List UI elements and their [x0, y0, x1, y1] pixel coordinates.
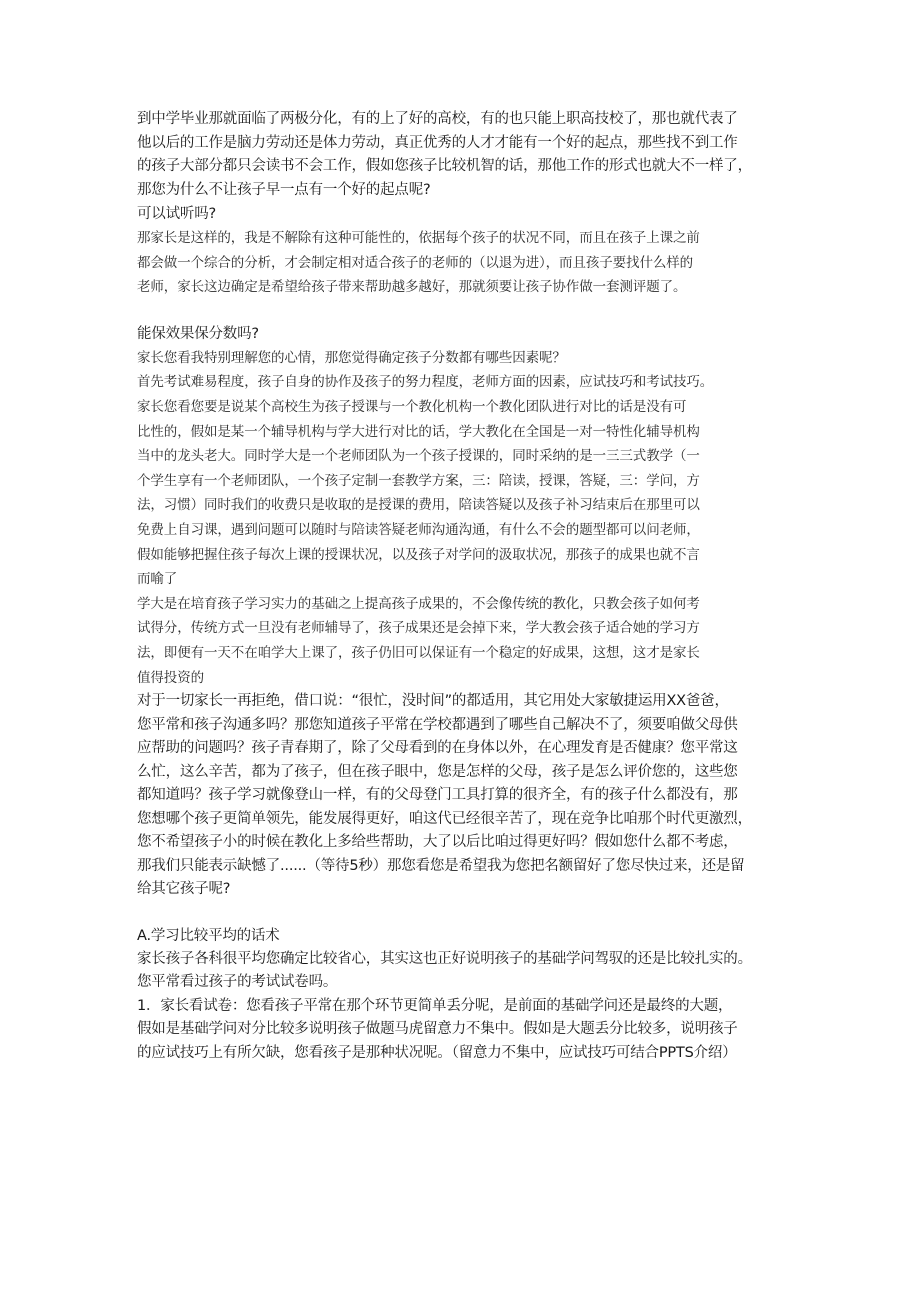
text-line: 您想哪个孩子更简单领先，能发展得更好，咱这代已经很辛苦了，现在竞争比咱那个时代更激烈， [137, 810, 752, 827]
text-line: 而喻了 [137, 571, 178, 588]
text-line: 假如是基础学问对分比较多说明孩子做题马虎留意力不集中。假如是大题丢分比较多，说明孩子 [137, 1021, 738, 1038]
text-line: 值得投资的 [137, 669, 204, 686]
text-line: 假如能够把握住孩子每次上课的授课状况，以及孩子对学问的汲取状况，那孩子的成果也就不言 [137, 546, 700, 563]
text-line: 您不希望孩子小的时候在教化上多给些帮助，大了以后比咱过得更好吗？假如您什么都不考虑， [137, 834, 738, 851]
text-line: 个学生享有一个老师团队，一个孩子定制一套教学方案，三：陪读，授课，答疑，三：学问，方 [137, 472, 700, 489]
section-a-heading: A.学习比较平均的话术 [137, 927, 280, 944]
text-line: 法，即便有一天不在咱学大上课了，孩子仍旧可以保证有一个稳定的好成果，这想，这才是家长 [137, 644, 700, 661]
text-line: 么忙，这么辛苦，都为了孩子，但在孩子眼中，您是怎样的父母，孩子是怎么评价您的，这些您 [137, 763, 738, 780]
text-line: 家长孩子各科很平均您确定比较省心，其实这也正好说明孩子的基础学问驾驭的还是比较扎实的。 [137, 950, 752, 967]
text-line: 1．家长看试卷：您看孩子平常在那个环节更简单丢分呢，是前面的基础学问还是最终的大题， [137, 997, 733, 1014]
text-line: 的孩子大部分都只会读书不会工作，假如您孩子比较机智的话，那他工作的形式也就大不一样了， [137, 158, 752, 174]
question-trial-class: 可以试听吗? [137, 206, 216, 222]
text-line: 那家长是这样的，我是不解除有这种可能性的，依据每个孩子的状况不同，而且在孩子上课之前 [137, 230, 700, 246]
question-guarantee-score: 能保效果保分数吗? [137, 325, 259, 342]
answer-trial-class [137, 226, 787, 300]
text-line: 对于一切家长一再拒绝，借口说：“很忙，没时间”的都适用，其它用处大家敏捷运用XX爸爸， [137, 693, 729, 710]
text-line: 学大是在培育孩子学习实力的基础之上提高孩子成果的，不会像传统的教化，只教会孩子如何考 [137, 595, 700, 612]
document-page [137, 108, 787, 1065]
text-line: 法，习惯）同时我们的收费只是收取的是授课的费用，陪读答疑以及孩子补习结束后在那里可以 [137, 497, 700, 514]
section-a-item-1 [137, 995, 787, 1066]
text-line: 首先考试难易程度，孩子自身的协作及孩子的努力程度，老师方面的因素，应试技巧和考试技巧。 [137, 374, 714, 391]
text-line: 那我们只能表示缺憾了......（等待5秒）那您看您是希望我为您把名额留好了您尽快过来，还是留 [137, 857, 745, 874]
text-line: 免费上自习课，遇到问题可以随时与陪读答疑老师沟通沟通，有什么不会的题型都可以问老师， [137, 521, 700, 538]
text-line: 那您为什么不让孩子早一点有一个好的起点呢? [137, 181, 431, 198]
text-line: 家长您看您要是说某个高校生为孩子授课与一个教化机构一个教化团队进行对比的话是没有可 [137, 398, 687, 415]
text-line: 应帮助的问题吗？孩子青春期了，除了父母看到的在身体以外，在心理发育是否健康？您平常这 [137, 740, 738, 757]
text-line: 当中的龙头老大。同时学大是一个老师团队为一个孩子授课的，同时采纳的是一三三式教学（一 [137, 448, 700, 465]
text-line: 家长您看我特别理解您的心情，那您觉得确定孩子分数都有哪些因素呢？ [137, 349, 566, 366]
text-line: 您平常看过孩子的考试试卷吗。 [137, 974, 338, 991]
intro-paragraph [137, 108, 787, 202]
text-line: 他以后的工作是脑力劳动还是体力劳动，真正优秀的人才才能有一个好的起点，那些找不到工作 [137, 134, 738, 151]
text-line: 到中学毕业那就面临了两极分化，有的上了好的高校，有的也只能上职高技校了，那也就代表了 [137, 111, 738, 127]
text-line: 老师，家长这边确定是希望给孩子带来帮助越多越好，那就须要让孩子协作做一套测评题了。 [137, 279, 687, 296]
text-line: 的应试技巧上有所欠缺，您看孩子是那种状况呢。（留意力不集中，应试技巧可结合PPTS介绍） [137, 1044, 737, 1061]
text-line: 都会做一个综合的分析，才会制定相对适合孩子的老师的（以退为进），而且孩子要找什么样的 [137, 254, 694, 271]
text-line: 都知道吗？孩子学习就像登山一样，有的父母登门工具打算的很齐全，有的孩子什么都没有，那 [137, 787, 738, 804]
text-line: 试得分，传统方式一旦没有老师辅导了，孩子成果还是会掉下来，学大教会孩子适合她的学习方 [137, 620, 700, 637]
text-line: 您平常和孩子沟通多吗？那您知道孩子平常在学校都遇到了哪些自己解决不了，须要咱做父母供 [137, 716, 738, 733]
busy-parent-script [137, 690, 787, 902]
text-line: 给其它孩子呢? [137, 881, 231, 898]
text-line: 比性的，假如是某一个辅导机构与学大进行对比的话，学大教化在全国是一对一特性化辅导机构 [137, 423, 700, 440]
section-a-body [137, 948, 787, 995]
answer-guarantee-score [137, 346, 787, 690]
